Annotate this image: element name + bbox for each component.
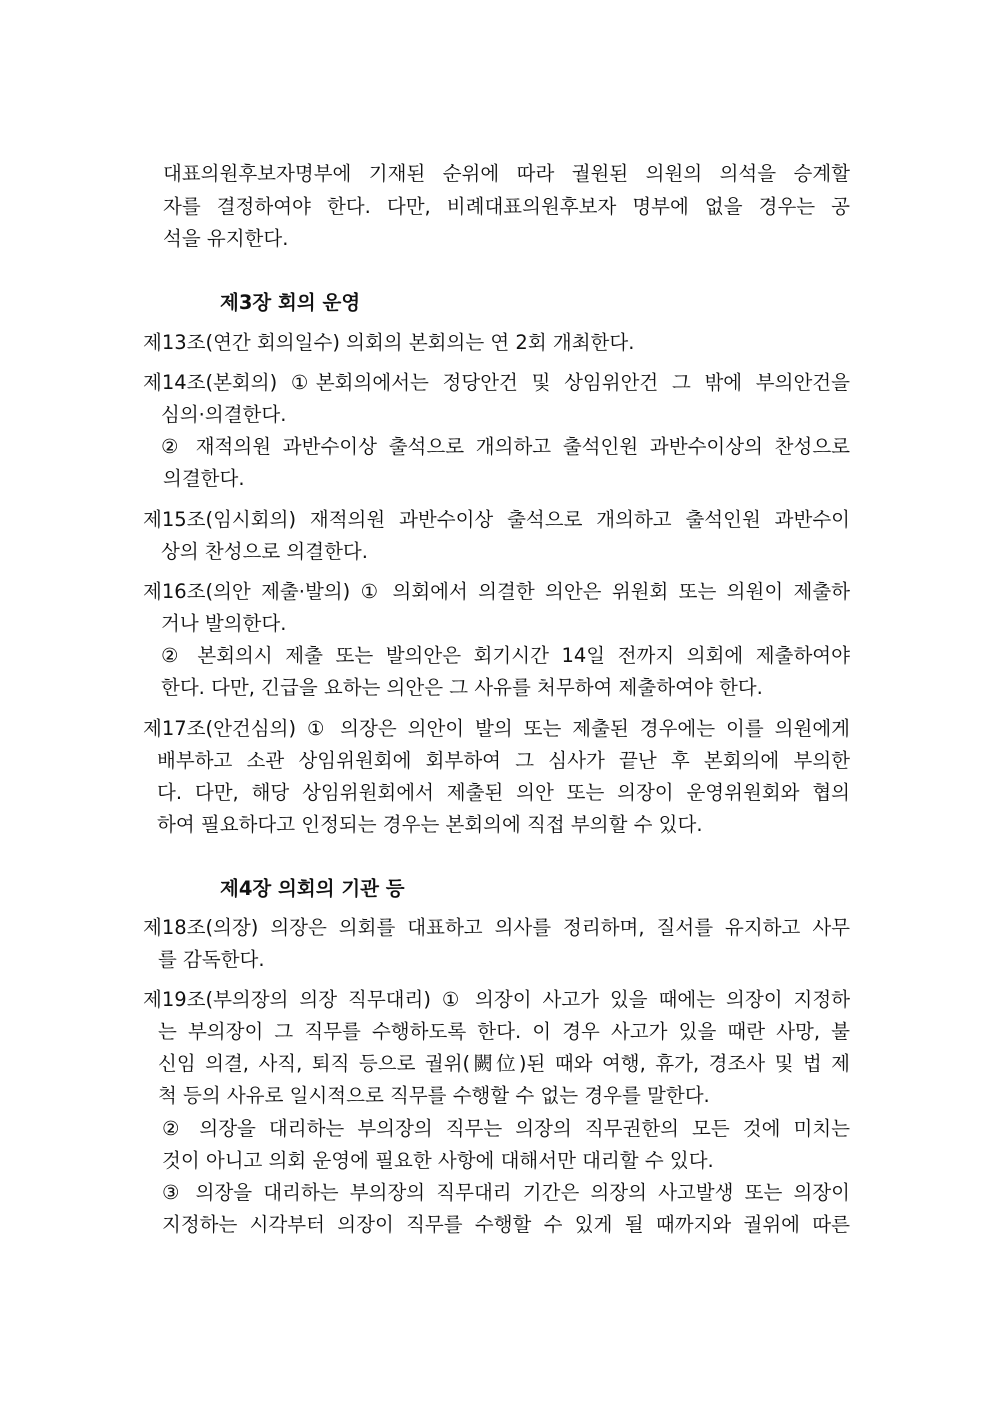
text-line: 를 감독한다. — [158, 948, 265, 971]
chapter-heading: 제4장 의회의 기관 등 — [220, 877, 405, 900]
article-line: 제14조(본회의) ①본회의에서는 정당안건 및 상임위안건 그 밖에 부의안건을 — [143, 371, 850, 394]
text-line: 대표의원후보자명부에 기재된 순위에 따라 궐원된 의원의 의석을 승계할 — [163, 162, 850, 185]
article-line: 제16조(의안 제출·발의) ① 의회에서 의결한 의안은 위원회 또는 의원이 제출하 — [143, 580, 850, 603]
text-line: ② 재적의원 과반수이상 출석으로 개의하고 출석인원 과반수이상의 찬성으로 — [161, 435, 850, 458]
article-line: 제18조(의장) 의장은 의회를 대표하고 의사를 정리하며, 질서를 유지하고 사무 — [143, 916, 850, 939]
text-line: 심의·의결한다. — [161, 403, 287, 426]
text-line: 상의 찬성으로 의결한다. — [161, 540, 368, 563]
article-line: 제17조(안건심의) ① 의장은 의안이 발의 또는 제출된 경우에는 이를 의원에게 — [143, 717, 850, 740]
text-line: ② 의장을 대리하는 부의장의 직무는 의장의 직무권한의 모든 것에 미치는 — [162, 1117, 850, 1140]
text-line: 다. 다만, 해당 상임위원회에서 제출된 의안 또는 의장이 운영위원회와 협의 — [157, 781, 850, 804]
text-line: 배부하고 소관 상임위원회에 회부하여 그 심사가 끝난 후 본회의에 부의한 — [157, 749, 850, 772]
text-line: ③ 의장을 대리하는 부의장의 직무대리 기간은 의장의 사고발생 또는 의장이 — [162, 1181, 850, 1204]
chapter-heading: 제3장 회의 운영 — [220, 291, 361, 314]
article-line: 제15조(임시회의) 재적의원 과반수이상 출석으로 개의하고 출석인원 과반수이 — [143, 508, 850, 531]
article-line: 제13조(연간 회의일수) 의회의 본회의는 연 2회 개최한다. — [143, 331, 635, 354]
text-line: 한다. 다만, 긴급을 요하는 의안은 그 사유를 처무하여 제출하여야 한다. — [161, 676, 763, 699]
text-line: 하여 필요하다고 인정되는 경우는 본회의에 직접 부의할 수 있다. — [157, 813, 703, 836]
text-line: 것이 아니고 의회 운영에 필요한 사항에 대해서만 대리할 수 있다. — [162, 1149, 714, 1172]
text-line: 자를 결정하여야 한다. 다만, 비례대표의원후보자 명부에 없을 경우는 공 — [163, 195, 850, 218]
text-line: 신임 의결, 사직, 퇴직 등으로 궐위(闕位)된 때와 여행, 휴가, 경조사 및 법 제 — [158, 1052, 850, 1075]
text-line: 척 등의 사유로 일시적으로 직무를 수행할 수 없는 경우를 말한다. — [158, 1084, 710, 1107]
text-line: 지정하는 시각부터 의장이 직무를 수행할 수 있게 될 때까지와 궐위에 따른 — [162, 1213, 850, 1236]
text-line: 석을 유지한다. — [163, 227, 289, 250]
text-line: 의결한다. — [163, 467, 245, 490]
article-line: 제19조(부의장의 의장 직무대리) ① 의장이 사고가 있을 때에는 의장이 지정하 — [143, 988, 850, 1011]
text-line: ② 본회의시 제출 또는 발의안은 회기시간 14일 전까지 의회에 제출하여야 — [161, 644, 850, 667]
text-line: 거나 발의한다. — [161, 612, 287, 635]
text-line: 는 부의장이 그 직무를 수행하도록 한다. 이 경우 사고가 있을 때란 사망, 불 — [158, 1020, 850, 1043]
